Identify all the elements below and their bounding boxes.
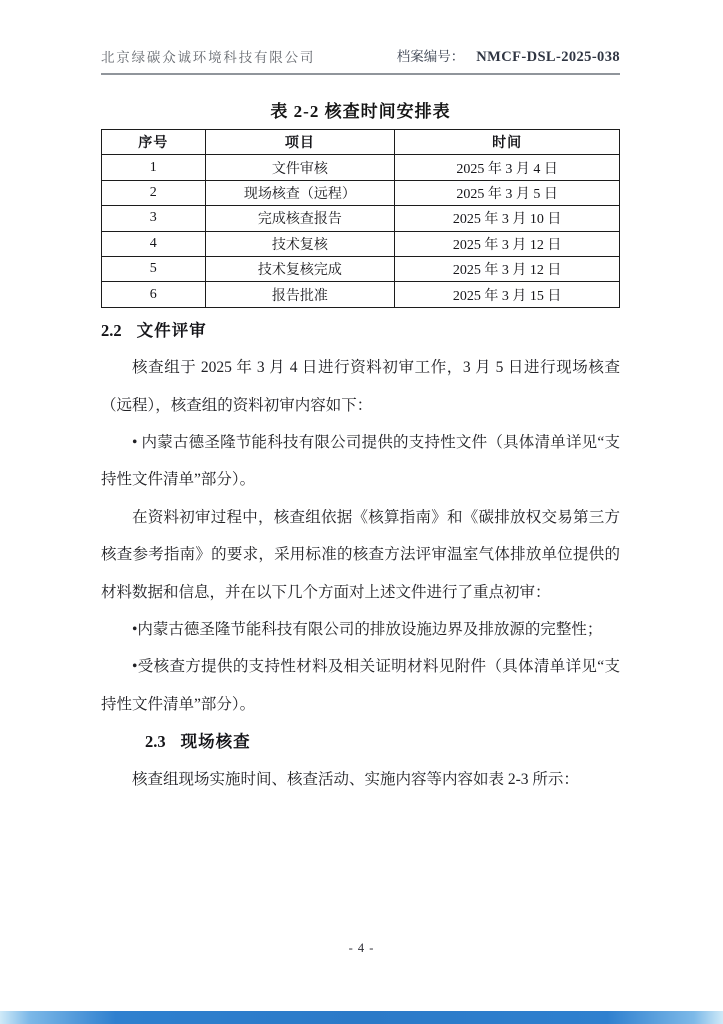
section-number: 2.3 — [145, 732, 166, 752]
table-cell: 2025 年 3 月 12 日 — [395, 231, 620, 256]
column-header: 序号 — [102, 130, 206, 155]
table-row — [102, 206, 620, 231]
table-cell: 现场核查（远程） — [205, 180, 395, 205]
page-content — [101, 0, 620, 798]
company-name: 北京绿碳众诚环境科技有限公司 — [101, 50, 316, 65]
section-title: 现场核查 — [180, 732, 251, 752]
table-cell: 1 — [102, 155, 206, 180]
file-number-label: 档案编号： — [396, 49, 465, 64]
table-row — [102, 231, 620, 256]
column-header: 项目 — [205, 130, 395, 155]
bottom-blue-bar — [0, 1011, 723, 1024]
table-cell: 技术复核完成 — [205, 256, 395, 281]
table-row — [102, 155, 620, 180]
table-title: 表 2-2 核查时间安排表 — [270, 102, 451, 121]
bullet-item: • 内蒙古德圣隆节能科技有限公司提供的支持性文件（具体清单详见“支持性文件清单”部分）。 — [101, 433, 620, 489]
table-cell: 2025 年 3 月 12 日 — [395, 256, 620, 281]
table-cell: 2025 年 3 月 15 日 — [395, 282, 620, 307]
page-number: - 4 - — [348, 941, 375, 955]
file-number — [397, 45, 620, 66]
table-cell: 技术复核 — [205, 231, 395, 256]
section-number: 2.2 — [101, 320, 122, 340]
bullet-item: •受核查方提供的支持性材料及相关证明材料见附件（具体清单详见“支持性文件清单”部分）。 — [101, 658, 620, 713]
bullet-item: •内蒙古德圣隆节能科技有限公司的排放设施边界及排放源的完整性； — [132, 620, 603, 638]
table-cell: 完成核查报告 — [205, 206, 395, 231]
table-cell: 2025 年 3 月 10 日 — [395, 206, 620, 231]
table-cell: 2025 年 3 月 5 日 — [395, 180, 620, 205]
table-row — [102, 256, 620, 281]
table-row — [102, 282, 620, 307]
table-cell: 2025 年 3 月 4 日 — [395, 155, 620, 180]
paragraph: 核查组于 2025 年 3 月 4 日进行资料初审工作，3 月 5 日进行现场核查（远程），核查组的资料初审内容如下： — [101, 359, 620, 414]
paragraph: 在资料初审过程中，核查组依据《核算指南》和《碳排放权交易第三方核查参考指南》的要求，采用标准的核查方法评审温室气体排放单位提供的材料数据和信息，并在以下几个方面对上述文件进行了重点初审： — [101, 508, 620, 601]
section-heading-2-3 — [101, 723, 620, 760]
paragraph: 核查组现场实施时间、核查活动、实施内容等内容如表 2-3 所示： — [132, 770, 579, 788]
page-header — [101, 45, 620, 75]
file-number-value: NMCF-DSL-2025-038 — [476, 49, 620, 65]
schedule-table — [101, 129, 620, 308]
table-cell: 2 — [102, 180, 206, 205]
table-cell: 5 — [102, 256, 206, 281]
table-header-row — [102, 130, 620, 155]
table-cell: 文件审核 — [205, 155, 395, 180]
table-cell: 3 — [102, 206, 206, 231]
document-body — [101, 312, 620, 798]
table-cell: 6 — [102, 282, 206, 307]
section-title: 文件评审 — [136, 320, 207, 340]
section-heading-2-2 — [101, 312, 620, 349]
table-row — [102, 180, 620, 205]
table-cell: 报告批准 — [205, 282, 395, 307]
column-header: 时间 — [395, 130, 620, 155]
table-cell: 4 — [102, 231, 206, 256]
